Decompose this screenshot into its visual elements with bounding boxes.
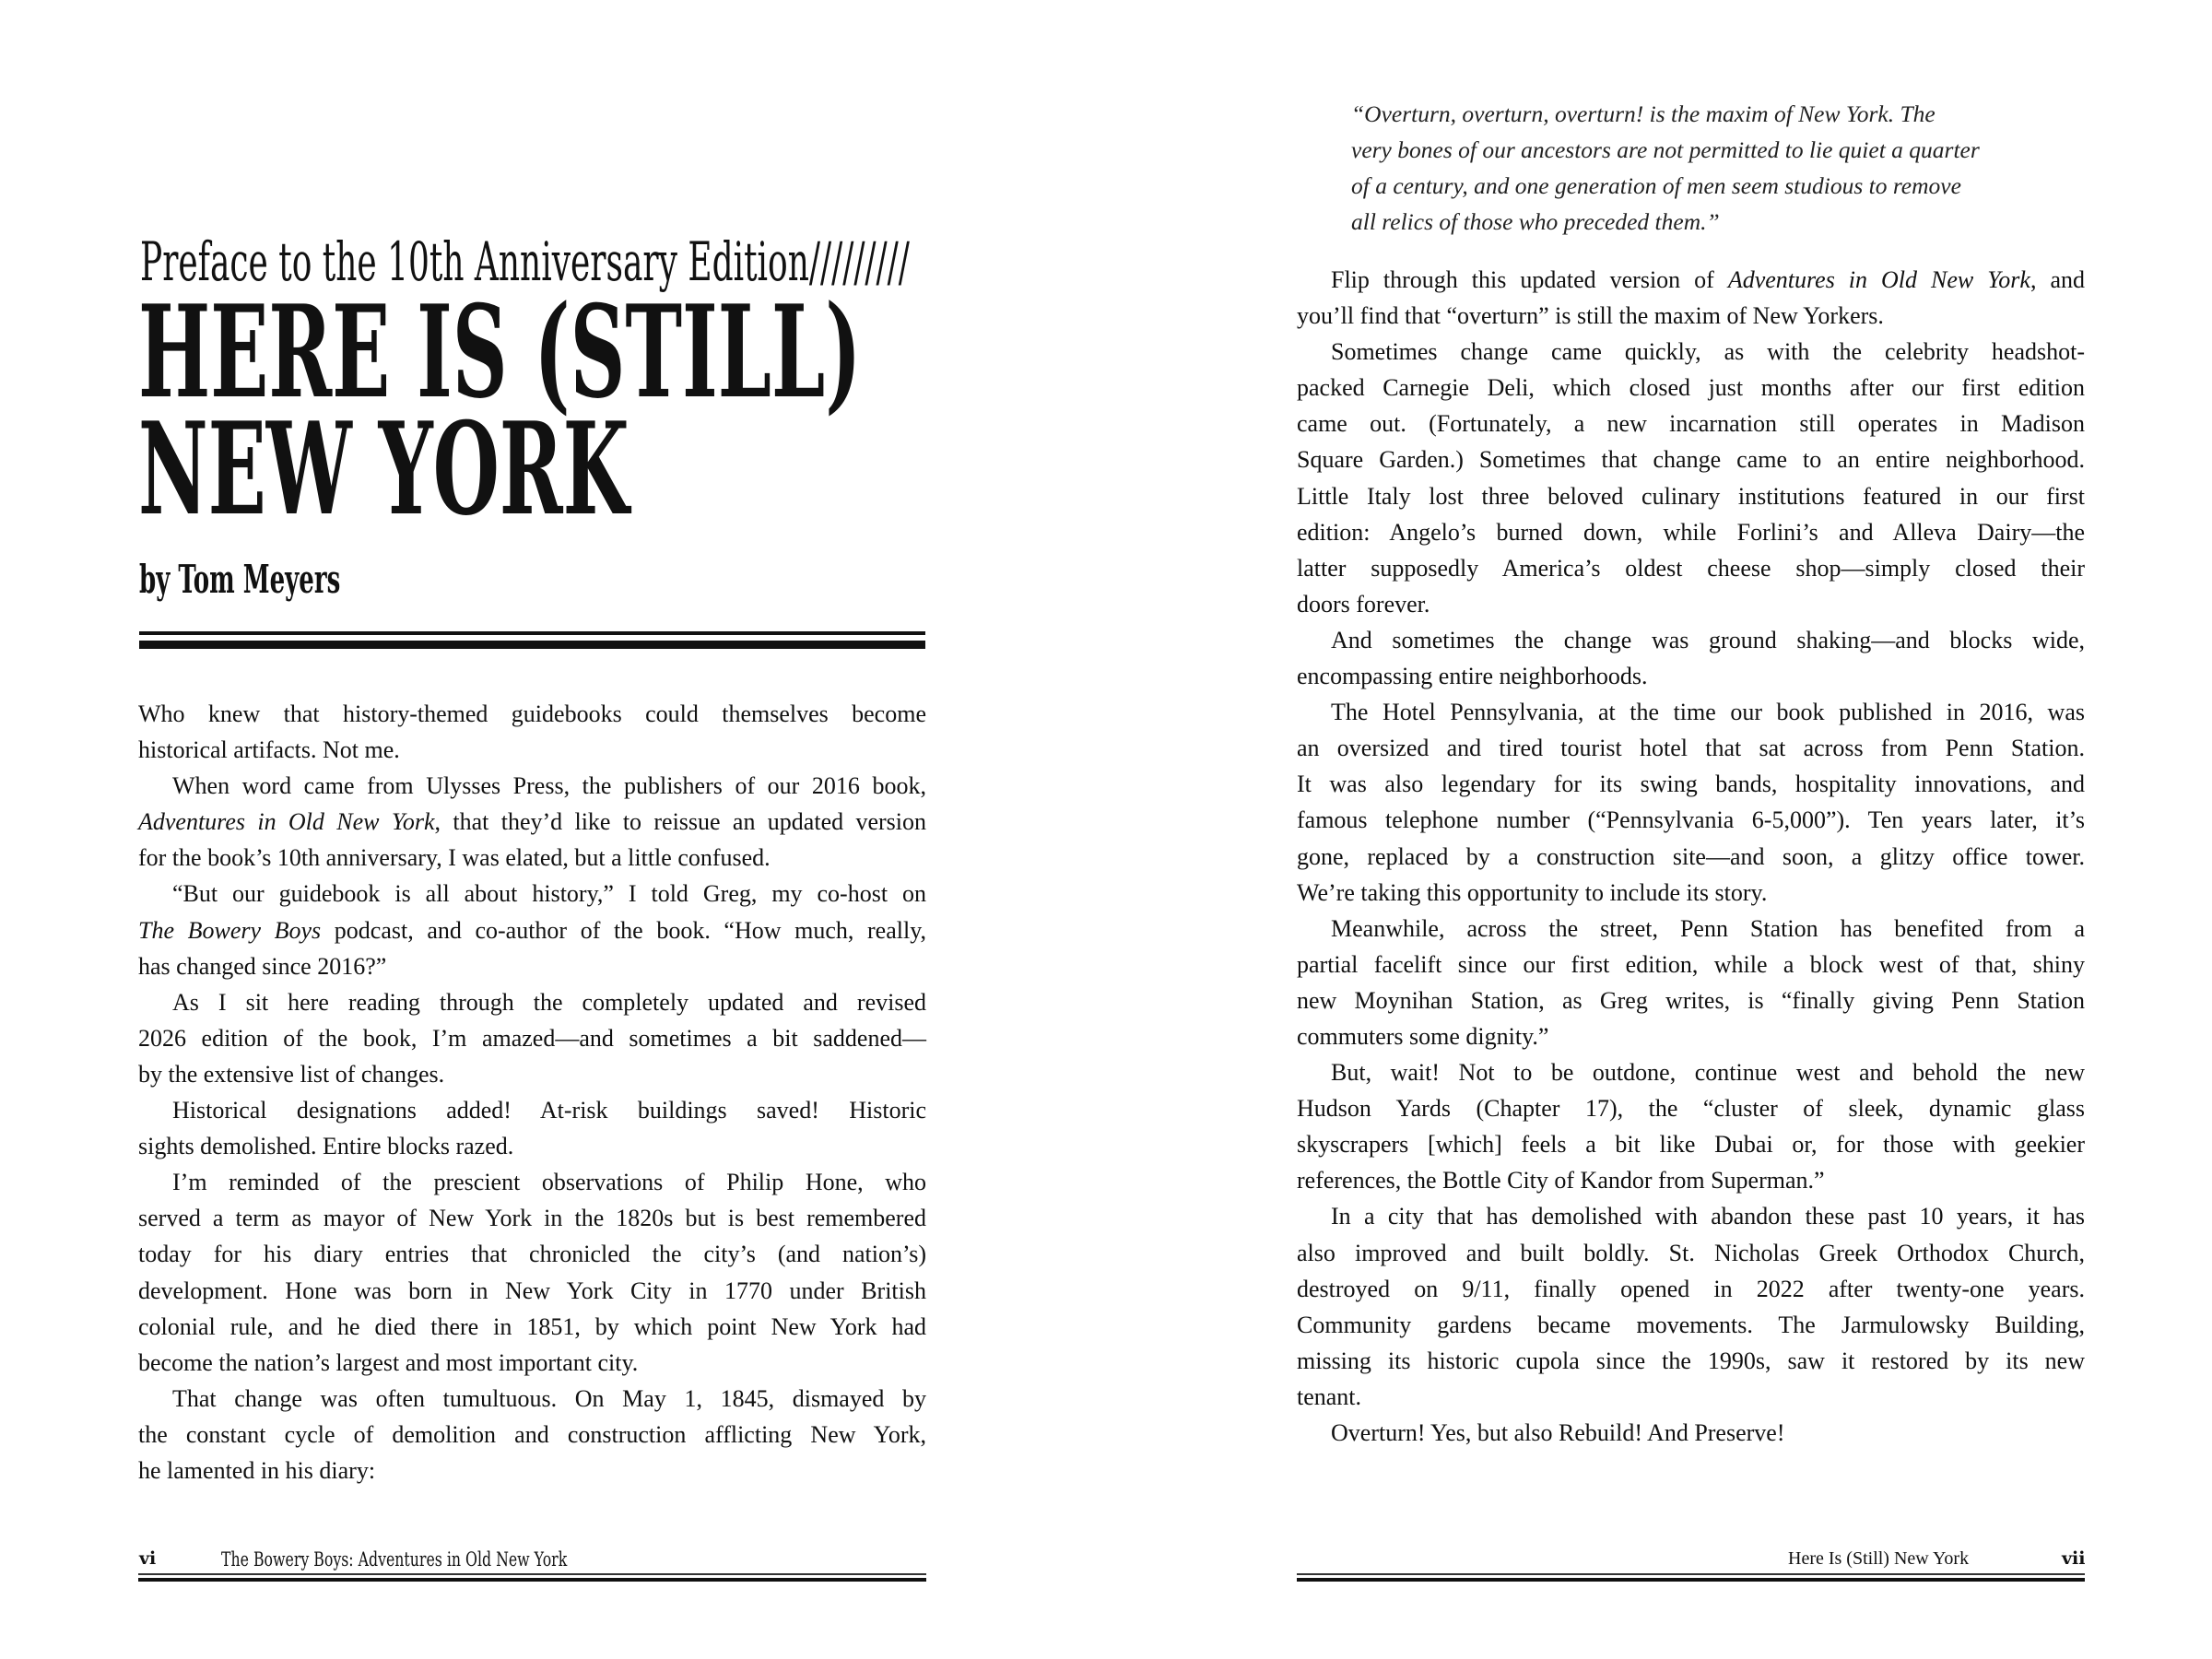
text-line: also improved and built boldly. St. Nicholas Greek Orthodox Church, bbox=[1297, 1239, 2085, 1266]
text-line: came out. (Fortunately, a new incarnation still operates in Madison bbox=[1297, 410, 2085, 438]
text-line: In a city that has demolished with abandon these past 10 years, it has bbox=[1331, 1203, 2085, 1230]
text-line: The Hotel Pennsylvania, at the time our book published in 2016, was bbox=[1331, 699, 2085, 726]
text-line: Adventures in Old New York, that they’d like to reissue an updated version bbox=[138, 808, 926, 836]
italic-title: Adventures in Old New York bbox=[1727, 266, 2030, 293]
text-line: he lamented in his diary: bbox=[138, 1456, 376, 1484]
running-title-text: The Bowery Boys: Adventures in Old New York bbox=[221, 1548, 568, 1571]
text-line: And sometimes the change was ground shaking—and blocks wide, bbox=[1331, 626, 2085, 653]
text-line: historical artifacts. Not me. bbox=[138, 736, 400, 764]
byline: by Tom Meyers bbox=[139, 557, 341, 602]
text-line: But, wait! Not to be outdone, continue west and behold the new bbox=[1331, 1059, 2085, 1087]
text-line: destroyed on 9/11, finally opened in 2022 after twenty-one years. bbox=[1297, 1275, 2085, 1302]
text-line: commuters some dignity.” bbox=[1297, 1022, 1549, 1050]
text-line: you’ll find that “overturn” is still the maxim of New Yorkers. bbox=[1297, 302, 1884, 330]
text-line: As I sit here reading through the completely updated and revised bbox=[172, 988, 926, 1016]
text-line: skyscrapers [which] feels a bit like Dubai or, for those with geekier bbox=[1297, 1131, 2085, 1159]
paragraph bbox=[1297, 1198, 2085, 1415]
paragraph bbox=[138, 984, 926, 1092]
text-line: sights demolished. Entire blocks razed. bbox=[138, 1133, 514, 1160]
footer-rule bbox=[138, 1578, 926, 1582]
text-line: That change was often tumultuous. On May 1, 1845, dismayed by bbox=[172, 1384, 926, 1412]
footer-rule bbox=[138, 1573, 926, 1575]
chapter-title bbox=[138, 276, 862, 544]
text-line: The Bowery Boys podcast, and co-author of the book. “How much, really, bbox=[138, 916, 927, 944]
text-line: encompassing entire neighborhoods. bbox=[1297, 663, 1648, 690]
epigraph-quote bbox=[1351, 96, 1980, 240]
text-line: We’re taking this opportunity to include its story. bbox=[1297, 878, 1768, 906]
text-line: packed Carnegie Deli, which closed just months after our first edition bbox=[1297, 374, 2085, 402]
text-line: I’m reminded of the prescient observations of Philip Hone, who bbox=[172, 1169, 926, 1196]
running-title-left bbox=[221, 1548, 682, 1571]
text-line: 2026 edition of the book, I’m amazed—and sometimes a bit saddened— bbox=[138, 1024, 926, 1052]
paragraph bbox=[138, 876, 926, 983]
text-line: Little Italy lost three beloved culinary institutions featured in our first bbox=[1297, 482, 2085, 510]
footer-rule bbox=[1297, 1578, 2085, 1582]
paragraph bbox=[1297, 262, 2085, 334]
text-line: partial facelift since our first edition, while a block west of that, shiny bbox=[1297, 950, 2085, 978]
quote-line: very bones of our ancestors are not permitted to lie quiet a quarter bbox=[1351, 136, 1980, 164]
paragraph bbox=[1297, 694, 2085, 911]
text-line: Flip through this updated version of Adventures in Old New York, and bbox=[1331, 266, 2086, 293]
text-line: Overturn! Yes, but also Rebuild! And Preserve! bbox=[1331, 1419, 1785, 1446]
paragraph bbox=[1297, 1415, 2085, 1451]
text-line: Historical designations added! At-risk buildings saved! Historic bbox=[172, 1097, 926, 1124]
paragraph bbox=[138, 1092, 926, 1164]
quote-line: of a century, and one generation of men seem studious to remove bbox=[1351, 172, 1961, 200]
paragraph bbox=[1297, 334, 2085, 622]
text-line: become the nation’s largest and most important city. bbox=[138, 1348, 639, 1376]
text-line: references, the Bottle City of Kandor from Superman.” bbox=[1297, 1167, 1825, 1194]
text-line: It was also legendary for its swing bands, hospitality innovations, and bbox=[1297, 771, 2085, 798]
text-line: Who knew that history-themed guidebooks could themselves become bbox=[138, 700, 926, 727]
paragraph bbox=[138, 768, 926, 876]
text-line: tenant. bbox=[1297, 1382, 1362, 1410]
quote-line: all relics of those who preceded them.” bbox=[1351, 208, 1720, 236]
paragraph bbox=[138, 1164, 926, 1381]
text-line: today for his diary entries that chronicled the city’s (and nation’s) bbox=[138, 1241, 926, 1268]
text-line: served a term as mayor of New York in the 1820s but is best remembered bbox=[138, 1205, 926, 1232]
text-line: When word came from Ulysses Press, the publishers of our 2016 book, bbox=[172, 772, 926, 800]
paragraph bbox=[138, 696, 926, 768]
running-title-right: Here Is (Still) New York bbox=[1788, 1548, 1970, 1569]
text-line: edition: Angelo’s burned down, while Forlini’s and Alleva Dairy—the bbox=[1297, 518, 2085, 546]
page-number-right: vii bbox=[2062, 1548, 2086, 1569]
text-line: Community gardens became movements. The Jarmulowsky Building, bbox=[1297, 1311, 2085, 1338]
text-line: Sometimes change came quickly, as with the celebrity headshot- bbox=[1331, 338, 2085, 366]
italic-title: The Bowery Boys bbox=[138, 916, 322, 944]
chapter-kicker: Preface to the 10th Anniversary Edition///////// bbox=[140, 230, 910, 293]
text-line: latter supposedly America’s oldest cheese shop—simply closed their bbox=[1297, 554, 2085, 582]
text-line: the constant cycle of demolition and construction afflicting New York, bbox=[138, 1420, 926, 1448]
title-rule-thick bbox=[139, 641, 925, 649]
text-line: doors forever. bbox=[1297, 590, 1430, 618]
left-body-text bbox=[138, 696, 926, 1488]
text-line: by the extensive list of changes. bbox=[138, 1060, 445, 1088]
quote-line: “Overturn, overturn, overturn! is the maxim of New York. The bbox=[1351, 100, 1936, 127]
text-line: has changed since 2016?” bbox=[138, 952, 387, 980]
right-body-text bbox=[1297, 262, 2085, 1451]
text-line: development. Hone was born in New York City in 1770 under British bbox=[138, 1277, 926, 1304]
text-line: for the book’s 10th anniversary, I was elated, but a little confused. bbox=[138, 844, 771, 872]
paragraph bbox=[1297, 622, 2085, 694]
paragraph bbox=[1297, 1054, 2085, 1198]
paragraph bbox=[138, 1381, 926, 1488]
title-rule-thin bbox=[139, 631, 925, 635]
text-line: missing its historic cupola since the 1990s, saw it restored by its new bbox=[1297, 1347, 2085, 1374]
text-line: “But our guidebook is all about history,” I told Greg, my co-host on bbox=[172, 880, 926, 908]
text-line: Square Garden.) Sometimes that change came to an entire neighborhood. bbox=[1297, 446, 2085, 474]
page-number-left: vi bbox=[139, 1548, 157, 1569]
chapter-title-line: NEW YORK bbox=[138, 394, 629, 544]
footer-rule bbox=[1297, 1573, 2085, 1575]
text-line: new Moynihan Station, as Greg writes, is “finally giving Penn Station bbox=[1297, 986, 2085, 1014]
text-line: an oversized and tired tourist hotel that sat across from Penn Station. bbox=[1297, 735, 2085, 762]
text-line: gone, replaced by a construction site—and soon, a glitzy office tower. bbox=[1297, 842, 2085, 870]
paragraph bbox=[1297, 911, 2085, 1054]
italic-title: Adventures in Old New York bbox=[138, 808, 435, 836]
text-line: famous telephone number (“Pennsylvania 6-5,000”). Ten years later, it’s bbox=[1297, 806, 2085, 834]
chapter-title-line: HERE IS (STILL) bbox=[138, 276, 862, 427]
text-line: Meanwhile, across the street, Penn Station has benefited from a bbox=[1331, 914, 2085, 942]
text-line: colonial rule, and he died there in 1851, by which point New York had bbox=[138, 1312, 926, 1340]
text-line: Hudson Yards (Chapter 17), the “cluster of sleek, dynamic glass bbox=[1297, 1095, 2085, 1123]
